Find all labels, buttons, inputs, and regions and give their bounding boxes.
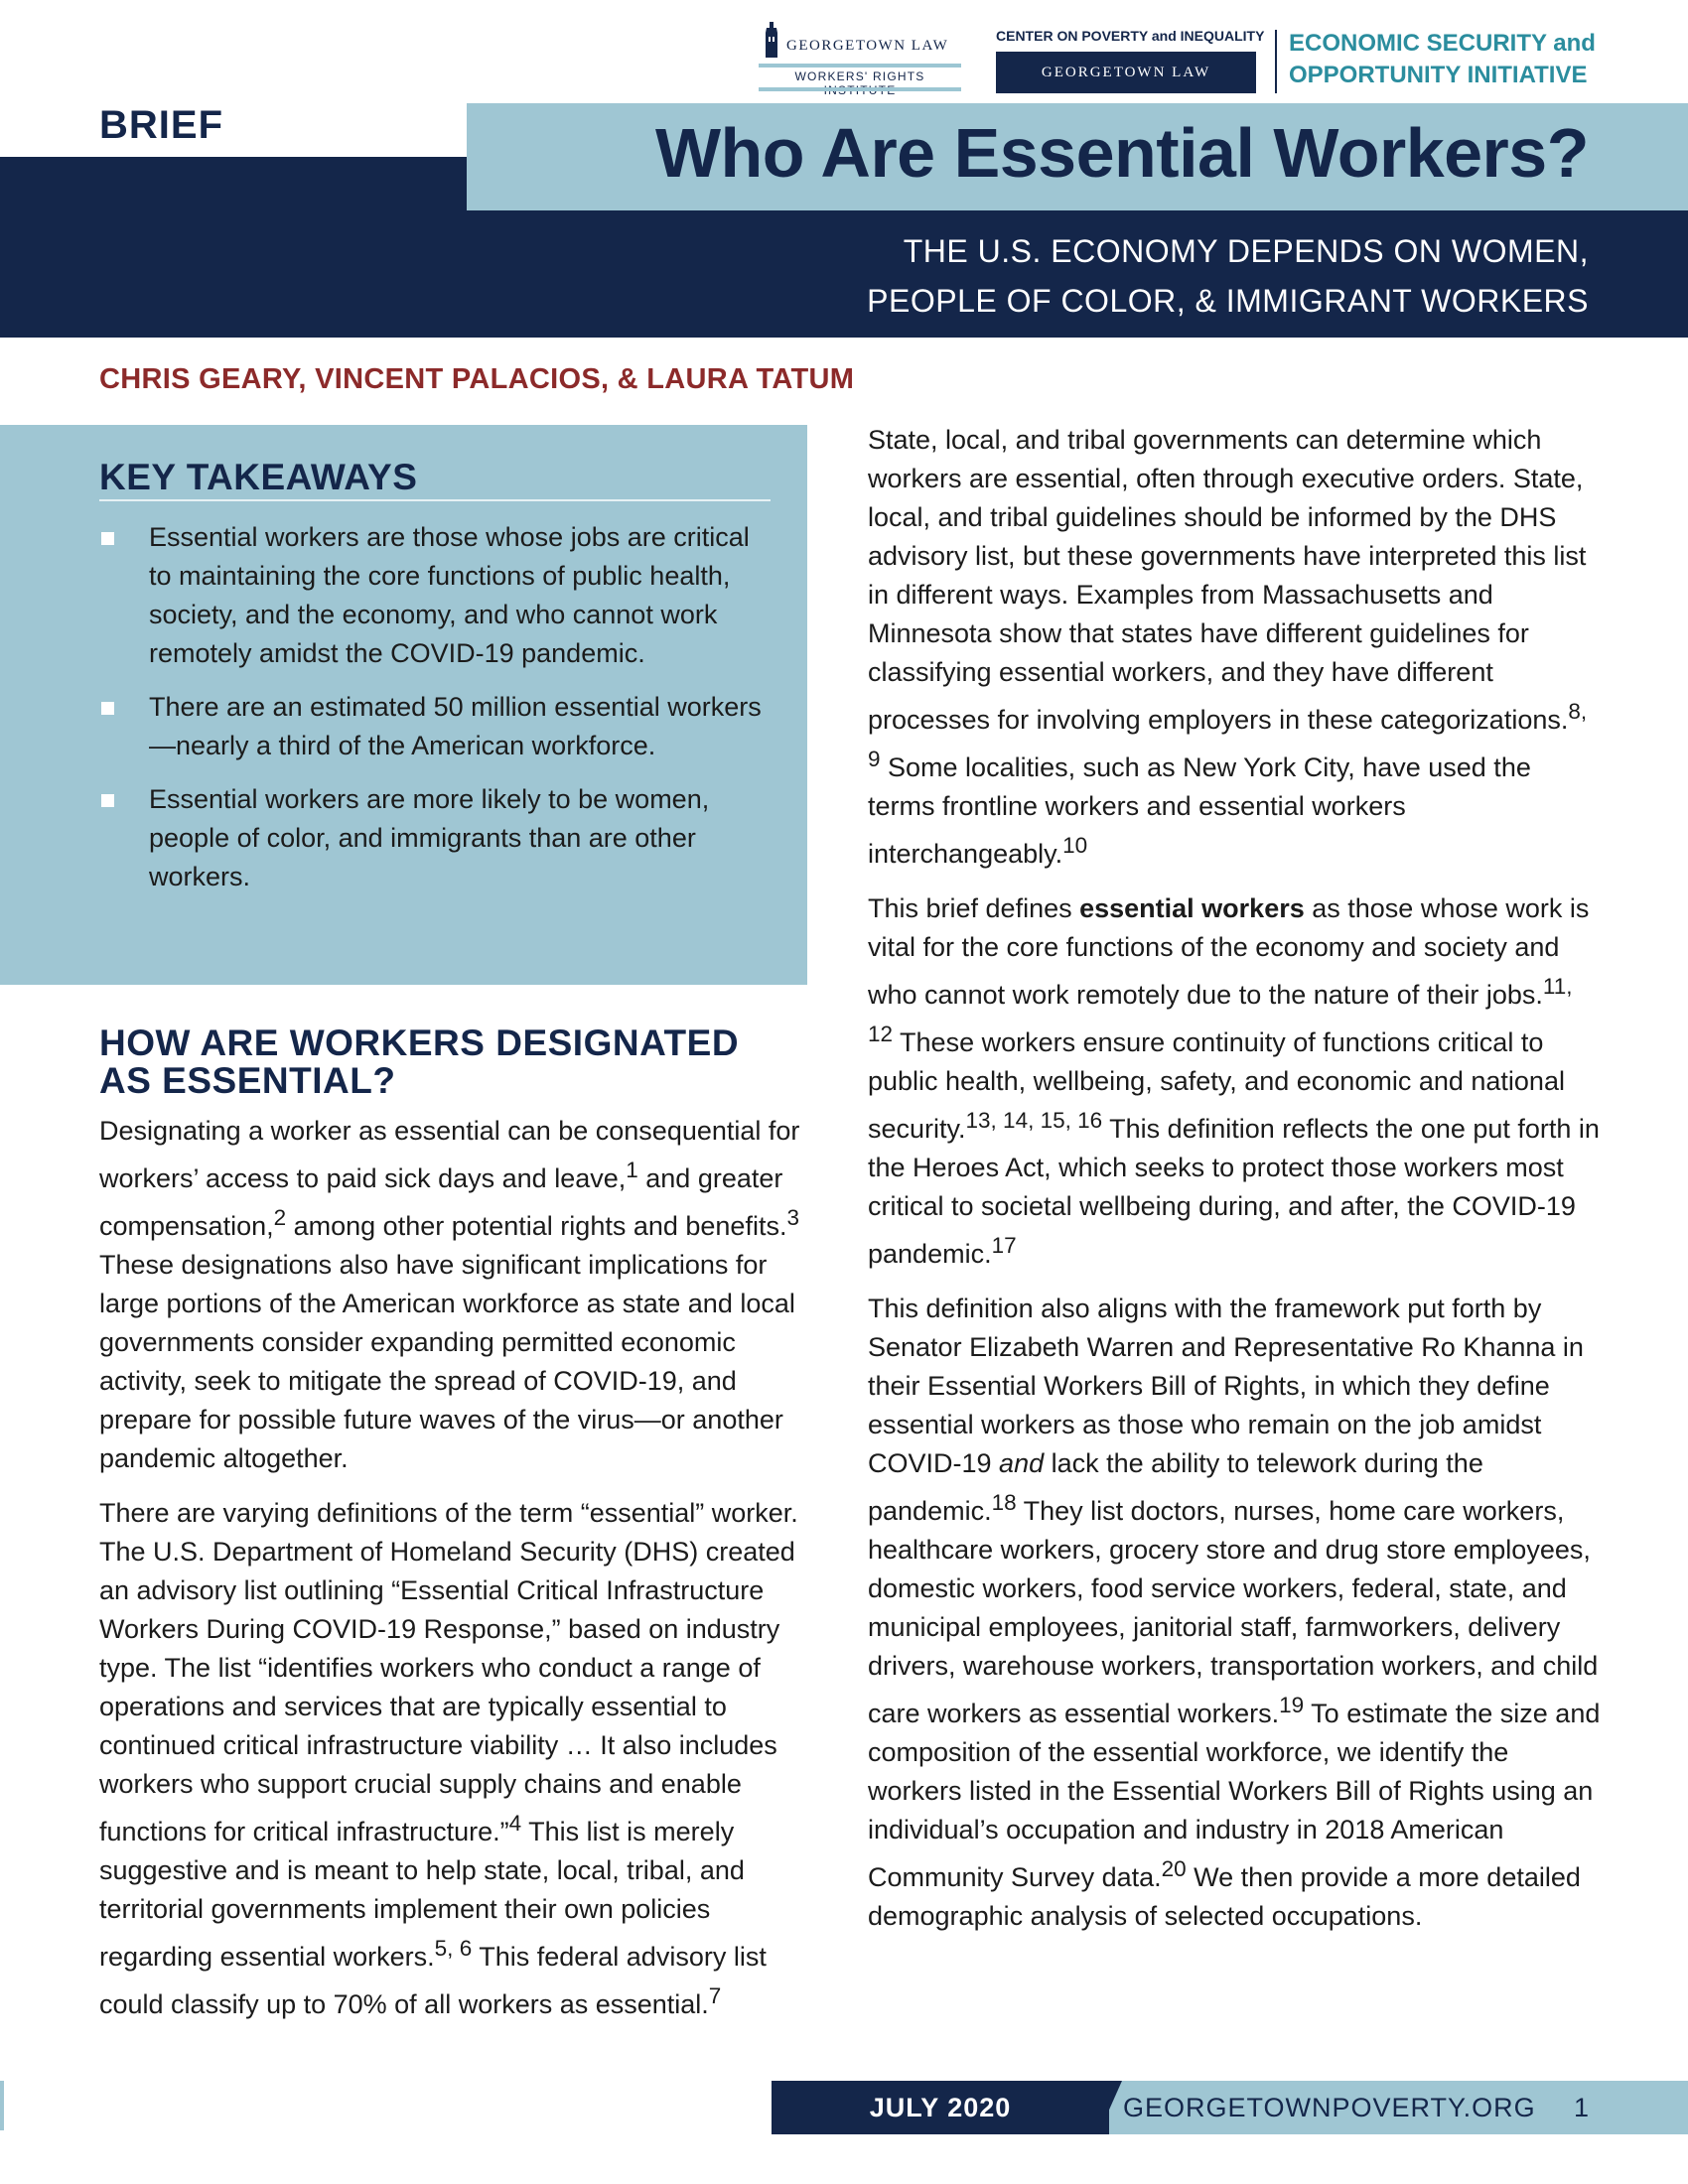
- cpi-subtitle: GEORGETOWN LAW: [996, 52, 1256, 93]
- text-run: lack the ability to telework during the pandemic.: [868, 1448, 1483, 1526]
- workers-rights-institute-label: WORKERS' RIGHTS: [794, 69, 925, 83]
- square-bullet-icon: [101, 532, 114, 545]
- text-run: These workers ensure continuity of functions critical to public health, wellbeing, safety, and economic and national security.: [868, 1027, 1565, 1144]
- paragraph: [868, 889, 1603, 1274]
- footnote-ref[interactable]: 20: [1161, 1856, 1187, 1881]
- document-type-label: BRIEF: [99, 103, 223, 147]
- esoi-line2: OPPORTUNITY INITIATIVE: [1289, 62, 1588, 88]
- paragraph: [99, 1494, 814, 2024]
- right-column: [868, 421, 1603, 1936]
- footnote-ref[interactable]: 4: [508, 1811, 522, 1836]
- text-run: These designations also have significant implications for large portions of the American workforce as state and local governments consider expanding permitted economic activity, seek to mitigate the spread of COVID-19, and prepare for possible future waves of the virus—or another pandemic altogether.: [99, 1250, 795, 1473]
- text-run: among other potential rights and benefits.: [286, 1211, 787, 1241]
- key-takeaways-title: KEY TAKEAWAYS: [99, 457, 418, 497]
- footnote-ref[interactable]: 19: [1279, 1693, 1305, 1717]
- text-run: We then provide a more detailed demographic analysis of selected occupations.: [868, 1862, 1581, 1931]
- paragraph: [99, 1112, 814, 1478]
- list-item: [99, 518, 774, 673]
- takeaway-text: Essential workers are those whose jobs are critical to maintaining the core functions of public health, society, and the economy, and who cannot work remotely amidst the COVID-19 pandemic.: [149, 522, 750, 668]
- subtitle-line1: THE U.S. ECONOMY DEPENDS ON WOMEN,: [903, 233, 1589, 269]
- footnote-ref[interactable]: 10: [1062, 833, 1088, 858]
- left-column: [99, 1112, 816, 2024]
- tower-icon: [763, 22, 780, 58]
- footer-accent: [0, 2081, 4, 2130]
- logo-rule: [759, 87, 961, 91]
- footnote-ref[interactable]: 13, 14, 15, 16: [965, 1108, 1103, 1133]
- subtitle-line2: PEOPLE OF COLOR, & IMMIGRANT WORKERS: [867, 283, 1589, 319]
- text-run: Some localities, such as New York City, have used the terms frontline workers and essential workers interchangeably.: [868, 752, 1531, 869]
- list-item: [99, 780, 774, 896]
- georgetown-law-logo: [759, 22, 965, 91]
- footnote-ref[interactable]: 11, 12: [868, 974, 1573, 1046]
- text-run: To estimate the size and composition of the essential workforce, we identify the workers listed in the Essential Workers Bill of Rights using an individual’s occupation and industry in 2018 American Community Survey data.: [868, 1699, 1601, 1892]
- key-takeaways-rule: [99, 499, 771, 501]
- footnote-ref[interactable]: 5, 6: [434, 1936, 473, 1961]
- header-band-left: [0, 157, 467, 338]
- footnote-ref[interactable]: 17: [991, 1233, 1017, 1258]
- list-item: [99, 688, 774, 765]
- georgetown-law-name: GEORGETOWN LAW: [786, 38, 949, 54]
- key-takeaways-box: [0, 425, 807, 985]
- logo-rule: [759, 64, 961, 68]
- italic-term: and: [999, 1448, 1045, 1478]
- text-run: This list is merely suggestive and is meant to help state, local, tribal, and territorial governments implement their own policies regarding essential workers.: [99, 1817, 745, 1972]
- esoi-line1: ECONOMIC SECURITY and: [1289, 30, 1596, 57]
- footnote-ref[interactable]: 1: [626, 1158, 638, 1182]
- logo-divider: [1275, 30, 1277, 93]
- square-bullet-icon: [101, 702, 114, 715]
- page-subtitle: [867, 226, 1589, 326]
- square-bullet-icon: [101, 794, 114, 807]
- text-run: and greater compensation,: [99, 1163, 783, 1241]
- footnote-ref[interactable]: 3: [786, 1205, 799, 1230]
- text-run: This definition also aligns with the framework put forth by Senator Elizabeth Warren and Representative Ro Khanna in their Essential Workers Bill of Rights, in which they define essential workers as those who remain on the job amidst COVID-19: [868, 1294, 1584, 1478]
- takeaway-text: Essential workers are more likely to be women, people of color, and immigrants than are other workers.: [149, 784, 710, 891]
- authors: CHRIS GEARY, VINCENT PALACIOS, & LAURA TATUM: [99, 363, 855, 395]
- paragraph: [868, 1290, 1603, 1936]
- economic-security-initiative-logo: [1289, 28, 1617, 91]
- page-number: 1: [1574, 2093, 1590, 2122]
- text-run: This brief defines: [868, 893, 1080, 923]
- cpi-title: CENTER ON POVERTY and INEQUALITY: [996, 28, 1265, 44]
- bold-term: essential workers: [1079, 893, 1305, 923]
- key-takeaways-list: [99, 518, 774, 911]
- takeaway-text: There are an estimated 50 million essential workers—nearly a third of the American workforce.: [149, 692, 762, 760]
- footer-date: JULY 2020: [772, 2081, 1109, 2134]
- text-run: Designating a worker as essential can be consequential for workers’ access to paid sick days and leave,: [99, 1116, 800, 1193]
- text-run: They list doctors, nurses, home care workers, healthcare workers, grocery store and drug store employees, domestic workers, food service workers, federal, state, and municipal employees, janitorial staff, farmworkers, delivery drivers, warehouse workers, transportation workers, and child care workers as essential workers.: [868, 1496, 1599, 1728]
- footer-url-link[interactable]: GEORGETOWNPOVERTY.ORG: [1123, 2093, 1536, 2122]
- section-heading: HOW ARE WORKERS DESIGNATED AS ESSENTIAL?: [99, 1023, 740, 1101]
- footnote-ref[interactable]: 7: [708, 1983, 722, 2008]
- text-run: State, local, and tribal governments can determine which workers are essential, often through executive orders. State, local, and tribal guidelines should be informed by the DHS advisory list, but these governments have interpreted this list in different ways. Examples from Massachusetts and Minnesota show that states have different guidelines for classifying essential workers, and they have different processes for involving employers in these categorizations.: [868, 425, 1587, 735]
- text-run: This definition reflects the one put forth in the Heroes Act, which seeks to protect those workers most critical to societal wellbeing during, and after, the COVID-19 pandemic.: [868, 1114, 1600, 1269]
- page-title: Who Are Essential Workers?: [654, 114, 1589, 192]
- text-run: This federal advisory list could classify up to 70% of all workers as essential.: [99, 1942, 767, 2019]
- footnote-ref[interactable]: 2: [273, 1205, 287, 1230]
- text-run: There are varying definitions of the term “essential” worker. The U.S. Department of Homeland Security (DHS) created an advisory list outlining “Essential Critical Infrastructure Workers During COVID-19 Response,” based on industry type. The list “identifies workers who conduct a range of operations and services that are typically essential to continued critical infrastructure viability … It also includes workers who support crucial supply chains and enable functions for critical infrastructure.”: [99, 1498, 798, 1846]
- text-run: as those whose work is vital for the core functions of the economy and society and who cannot work remotely due to the nature of their jobs.: [868, 893, 1590, 1010]
- paragraph: [868, 421, 1603, 874]
- footnote-ref[interactable]: 18: [991, 1490, 1017, 1515]
- footnote-ref[interactable]: 8, 9: [868, 699, 1588, 771]
- center-on-poverty-logo: [996, 28, 1265, 93]
